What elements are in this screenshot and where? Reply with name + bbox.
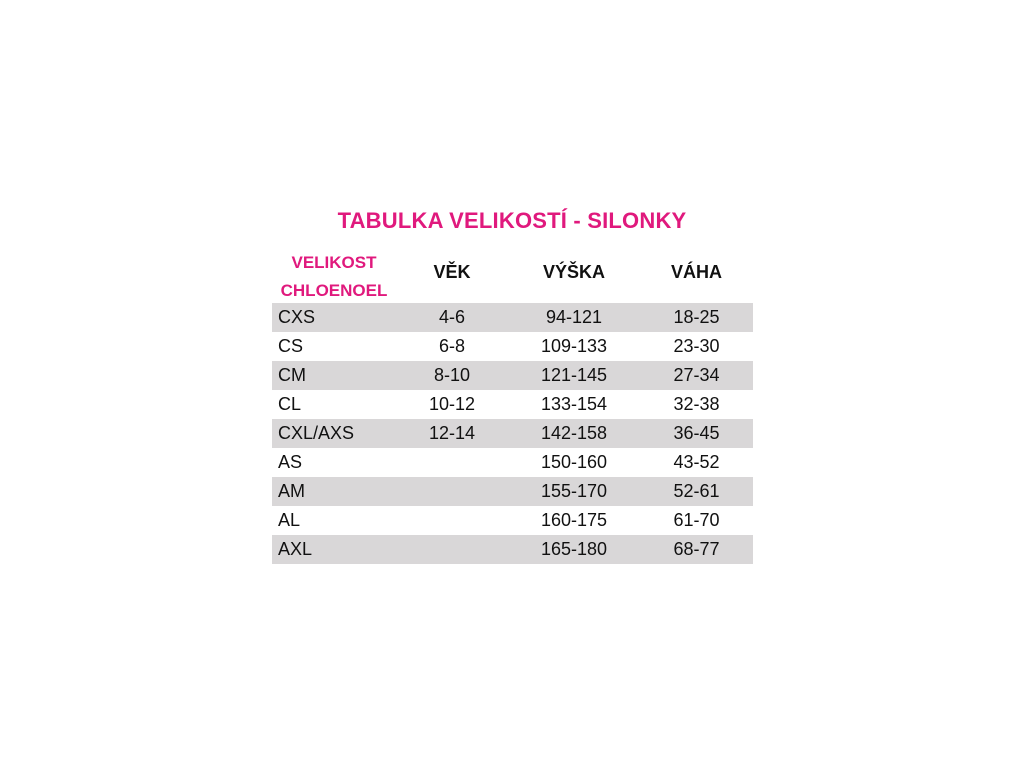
cell-age: 12-14 xyxy=(428,423,476,443)
header-size xyxy=(272,249,396,305)
header-height: VÝŠKA xyxy=(542,262,605,282)
cell-weight: 52-61 xyxy=(673,481,720,501)
cell-weight: 61-70 xyxy=(673,510,720,530)
cell-height: 150-160 xyxy=(540,452,608,472)
cell-weight: 36-45 xyxy=(673,423,720,443)
cell-age: 4-6 xyxy=(438,307,465,327)
cell-size: AS xyxy=(278,452,303,472)
cell-size: CS xyxy=(278,336,304,356)
size-table xyxy=(272,245,753,564)
cell-weight: 18-25 xyxy=(673,307,720,327)
table-row xyxy=(272,477,753,506)
table-row xyxy=(272,303,753,332)
page-title: TABULKA VELIKOSTÍ - SILONKY xyxy=(337,208,687,233)
table-row xyxy=(272,535,753,564)
cell-weight: 32-38 xyxy=(673,394,720,414)
cell-age: 8-10 xyxy=(433,365,471,385)
cell-height: 109-133 xyxy=(540,336,608,356)
cell-height: 121-145 xyxy=(540,365,608,385)
header-size-line1: VELIKOST xyxy=(291,253,377,272)
cell-size: AM xyxy=(278,481,305,501)
cell-weight: 27-34 xyxy=(673,365,720,385)
cell-size: CXL/AXS xyxy=(278,423,355,443)
cell-age: 10-12 xyxy=(428,394,476,414)
cell-height: 155-170 xyxy=(540,481,608,501)
table-row xyxy=(272,419,753,448)
cell-weight: 68-77 xyxy=(673,539,720,559)
cell-size: CM xyxy=(278,365,306,385)
table-row xyxy=(272,361,753,390)
cell-weight: 23-30 xyxy=(673,336,720,356)
cell-size: CL xyxy=(278,394,302,414)
table-row xyxy=(272,506,753,535)
cell-weight: 43-52 xyxy=(673,452,720,472)
cell-size: AL xyxy=(278,510,301,530)
cell-height: 160-175 xyxy=(540,510,608,530)
table-row xyxy=(272,448,753,477)
header-weight: VÁHA xyxy=(670,262,722,282)
table-header xyxy=(272,245,753,303)
table-row xyxy=(272,390,753,419)
cell-height: 133-154 xyxy=(540,394,608,414)
cell-height: 94-121 xyxy=(545,307,603,327)
cell-size: CXS xyxy=(278,307,316,327)
cell-height: 165-180 xyxy=(540,539,608,559)
header-age: VĚK xyxy=(433,262,471,282)
cell-height: 142-158 xyxy=(540,423,608,443)
header-size-line2: CHLOENOEL xyxy=(280,281,388,300)
table-row xyxy=(272,332,753,361)
cell-age: 6-8 xyxy=(438,336,465,356)
cell-size: AXL xyxy=(278,539,313,559)
